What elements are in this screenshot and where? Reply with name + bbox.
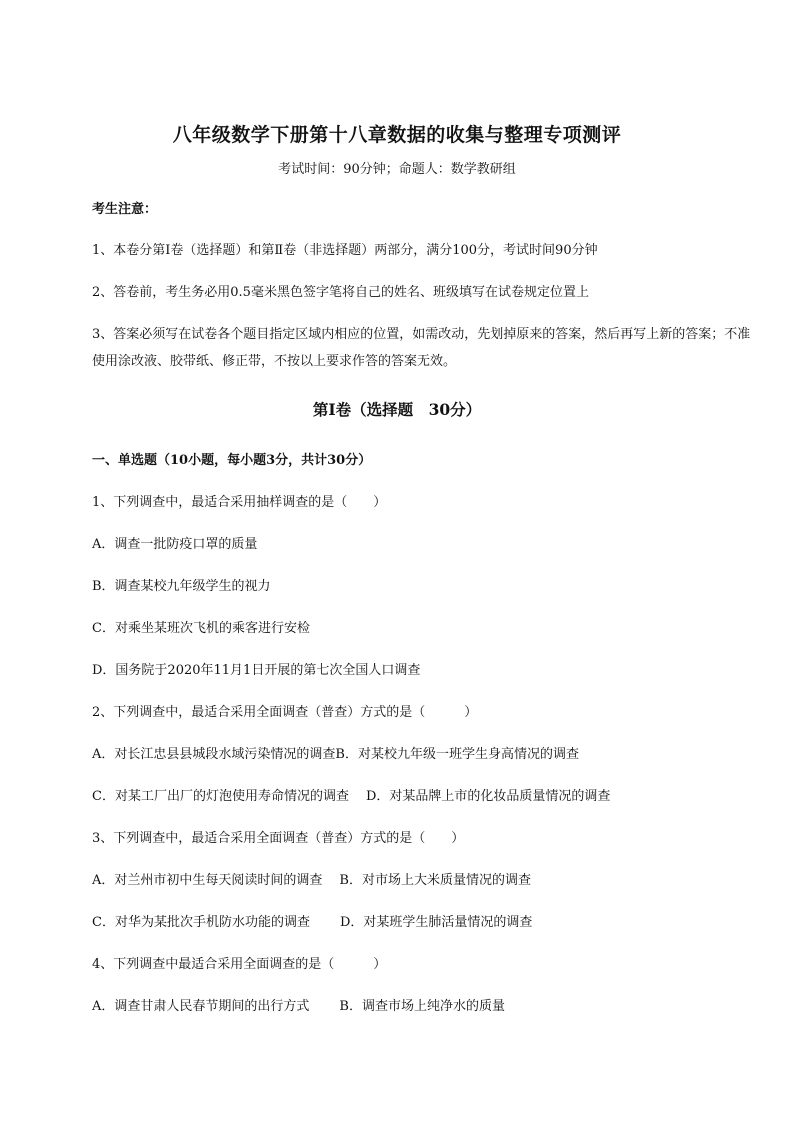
question-4-stem: 4、下列调查中最适合采用全面调查的是（ ）	[92, 957, 387, 972]
question-3-option-d: D．对某班学生肺活量情况的调查	[339, 915, 533, 930]
question-2-option-c: C．对某工厂出厂的灯泡使用寿命情况的调查	[92, 789, 349, 804]
question-3-option-c: C．对华为某批次手机防水功能的调查	[92, 915, 310, 930]
question-4-option-b: B．调查市场上纯净水的质量	[339, 999, 505, 1014]
question-4-option-a: A．调查甘肃人民春节期间的出行方式	[92, 999, 310, 1014]
question-4-options-ab	[92, 993, 752, 1020]
question-3-option-b: B．对市场上大米质量情况的调查	[339, 873, 531, 888]
question-1-option-c: C．对乘坐某班次飞机的乘客进行安检	[92, 621, 310, 636]
question-2-options-ab	[92, 741, 752, 768]
question-3-option-a: A．对兰州市初中生每天阅读时间的调查	[92, 873, 323, 888]
page-title: 八年级数学下册第十八章数据的收集与整理专项测评	[172, 124, 622, 146]
question-3-options-ab	[92, 867, 752, 894]
notice-item-1: 1、本卷分第I卷（选择题）和第Ⅱ卷（非选择题）两部分，满分100分，考试时间90分钟	[92, 243, 598, 258]
question-1-option-d: D．国务院于2020年11月1日开展的第七次全国人口调查	[92, 663, 421, 678]
question-3-stem: 3、下列调查中，最适合采用全面调查（普查）方式的是（ ）	[92, 831, 465, 846]
question-2-option-a: A．对长江忠县县城段水域污染情况的调查	[92, 747, 336, 762]
question-2-option-b: B．对某校九年级一班学生身高情况的调查	[335, 747, 579, 762]
question-1-option-a: A．调查一批防疫口罩的质量	[92, 537, 258, 552]
exam-subtitle: 考试时间：90分钟；命题人：数学教研组	[278, 162, 516, 177]
question-1-option-b: B．调查某校九年级学生的视力	[92, 579, 271, 594]
question-1-stem: 1、下列调查中，最适合采用抽样调查的是（ ）	[92, 495, 387, 510]
notice-item-3: 3、答案必须写在试卷各个题目指定区域内相应的位置，如需改动，先划掉原来的答案，然后再写上新的答案；不准使用涂改液、胶带纸、修正带，不按以上要求作答的答案无效。	[92, 327, 751, 369]
question-2-option-d: D．对某品牌上市的化妆品质量情况的调查	[365, 789, 611, 804]
part-heading: 一、单选题（10小题，每小题3分，共计30分）	[92, 453, 372, 468]
question-2-options-cd	[92, 783, 752, 810]
notice-item-2: 2、答卷前，考生务必用0.5毫米黑色签字笔将自己的姓名、班级填写在试卷规定位置上	[92, 285, 589, 300]
notice-heading: 考生注意：	[92, 202, 158, 217]
question-3-options-cd	[92, 909, 752, 936]
section-title: 第I卷（选择题 30分）	[312, 400, 482, 419]
question-2-stem: 2、下列调查中，最适合采用全面调查（普查）方式的是（ ）	[92, 705, 478, 720]
